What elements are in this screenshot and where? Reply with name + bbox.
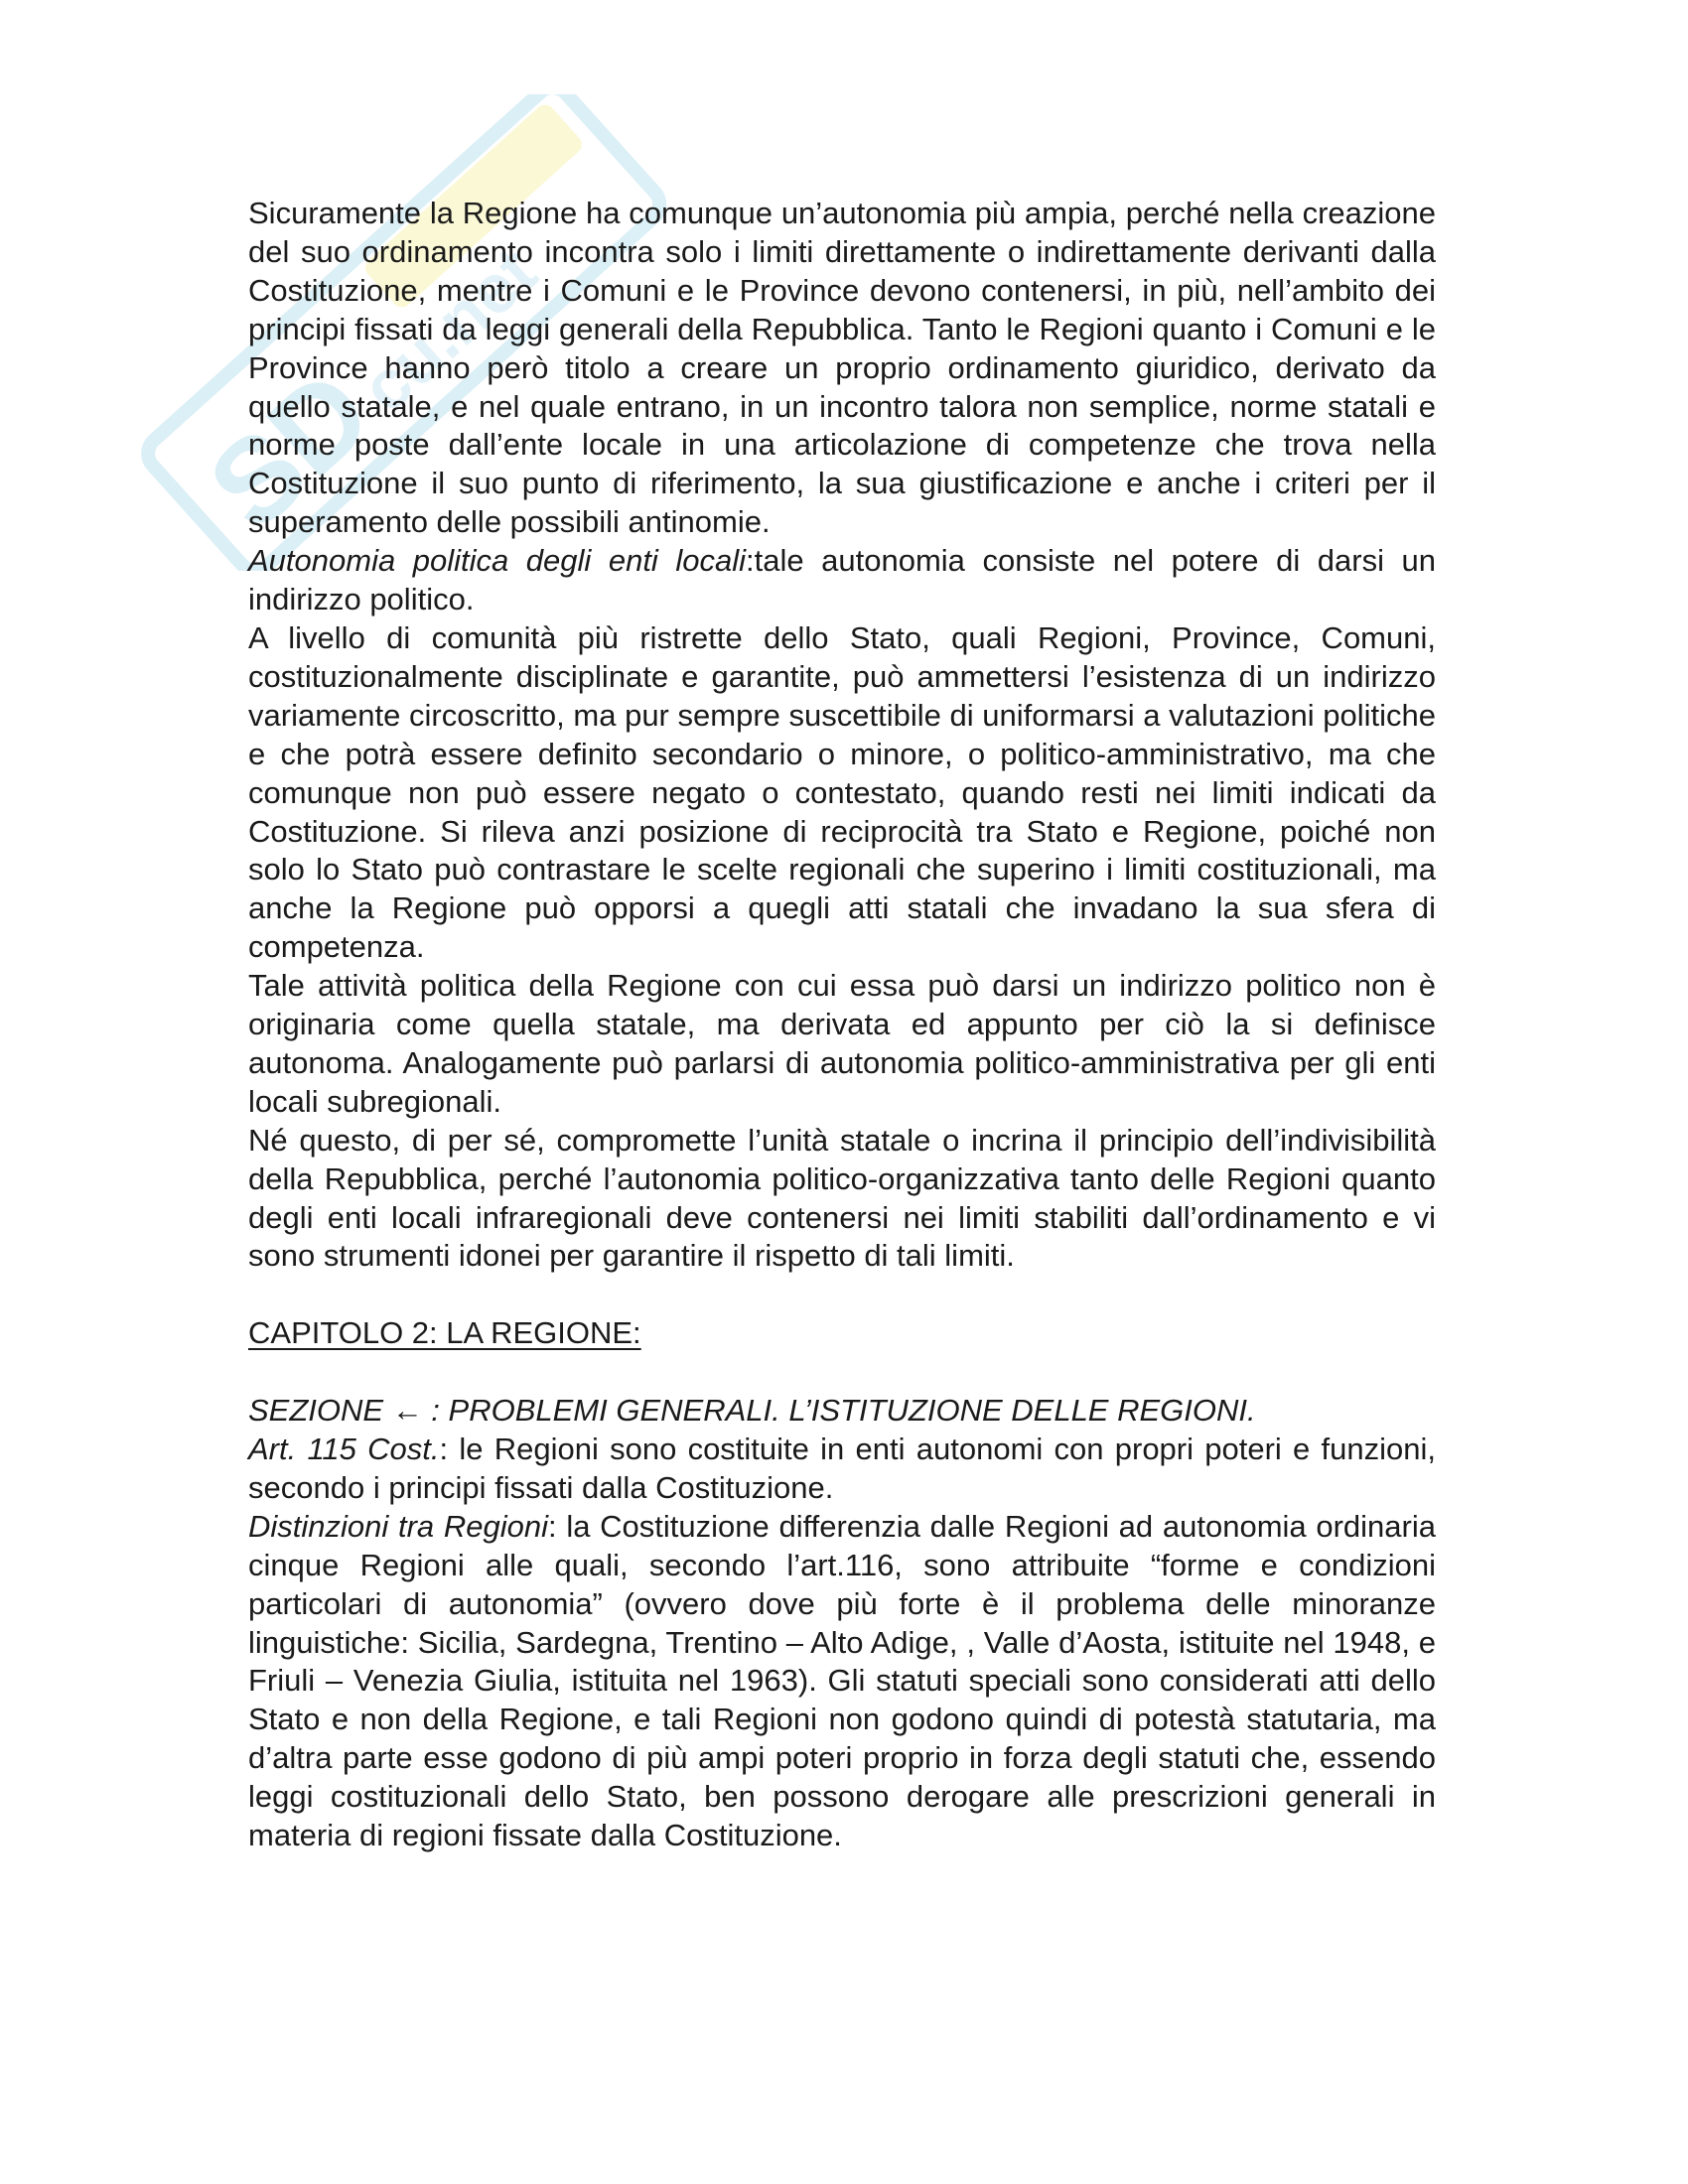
paragraph-label: Art. 115 Cost. <box>248 1431 440 1466</box>
document-page <box>248 195 1436 1855</box>
paragraph: Sicuramente la Regione ha comunque un’autonomia più ampia, perché nella creazione del suo ordinamento incontra solo i limiti direttamente o indirettamente derivanti dalla Costituzione, mentre i Comuni e le Province devono contenersi, in più, nell’ambito dei principi fissati da leggi generali della Repubblica. Tanto le Regioni quanto i Comuni e le Province hanno però titolo a creare un proprio ordinamento giuridico, derivato da quello statale, e nel quale entrano, in un incontro talora non semplice, norme statali e norme poste dall’ente locale in una articolazione di competenze che trova nella Costituzione il suo punto di riferimento, la sua giustificazione e anche i criteri per il superamento delle possibili antinomie. <box>248 196 1436 540</box>
paragraph-text: : la Costituzione differenzia dalle Regioni ad autonomia ordinaria cinque Regioni alle quali, secondo l’art.116, sono attribuite “forme e condizioni particolari di autonomia” (ovvero dove più forte è il problema delle minoranze linguistiche: Sicilia, Sardegna, Trentino – Alto Adige, , Valle d’Aosta, istituite nel 1948, e Friuli – Venezia Giulia, istituita nel 1963). Gli statuti speciali sono considerati atti dello Stato e non della Regione, e tali Regioni non godono quindi di potestà statutaria, ma d’altra parte esse godono di più ampi poteri proprio in forza degli statuti che, essendo leggi costituzionali dello Stato, ben possono derogare alle prescrizioni generali in materia di regioni fissate dalla Costituzione. <box>248 1508 1436 1853</box>
chapter-heading: CAPITOLO 2: LA REGIONE: <box>248 1315 641 1351</box>
paragraph <box>248 1431 1436 1508</box>
paragraph: Né questo, di per sé, compromette l’unità statale o incrina il principio dell’indivisibilità della Repubblica, perché l’autonomia politico-organizzativa tanto delle Regioni quanto degli enti locali infraregionali deve contenersi nei limiti stabiliti dall’ordinamento e vi sono strumenti idonei per garantire il rispetto di tali limiti. <box>248 1122 1436 1274</box>
svg-text:cu.net: cu.net <box>347 232 551 428</box>
paragraph-label: Distinzioni tra Regioni <box>248 1508 548 1544</box>
paragraph-label: Autonomia politica degli enti locali <box>248 543 747 579</box>
paragraph <box>248 542 1436 619</box>
section-heading: SEZIONE ← : PROBLEMI GENERALI. L’ISTITUZIONE DELLE REGIONI. <box>248 1393 1256 1429</box>
paragraph: Tale attività politica della Regione con cui essa può darsi un indirizzo politico non è originaria come quella statale, ma derivata ed appunto per ciò la si definisce autonoma. Analogamente può parlarsi di autonomia politico-amministrativa per gli enti locali subregionali. <box>248 968 1436 1119</box>
paragraph: A livello di comunità più ristrette dello Stato, quali Regioni, Province, Comuni, costituzionalmente disciplinate e garantite, può ammettersi l’esistenza di un indirizzo variamente circoscritto, ma pur sempre suscettibile di uniformarsi a valutazioni politiche e che potrà essere definito secondario o minore, o politico-amministrativo, ma che comunque non può essere negato o contestato, quando resti nei limiti indicati da Costituzione. Si rileva anzi posizione di reciprocità tra Stato e Regione, poiché non solo lo Stato può contrastare le scelte regionali che superino i limiti costituzionali, ma anche la Regione può opporsi a quegli atti statali che invadano la sua sfera di competenza. <box>248 619 1436 965</box>
paragraph <box>248 1508 1436 1855</box>
paragraph-text: : le Regioni sono costituite in enti autonomi con propri poteri e funzioni, secondo i principi fissati dalla Costituzione. <box>248 1431 1436 1505</box>
paragraph-text: :tale autonomia consiste nel potere di darsi un indirizzo politico. <box>248 543 1436 617</box>
svg-text:SD: SD <box>184 344 396 555</box>
